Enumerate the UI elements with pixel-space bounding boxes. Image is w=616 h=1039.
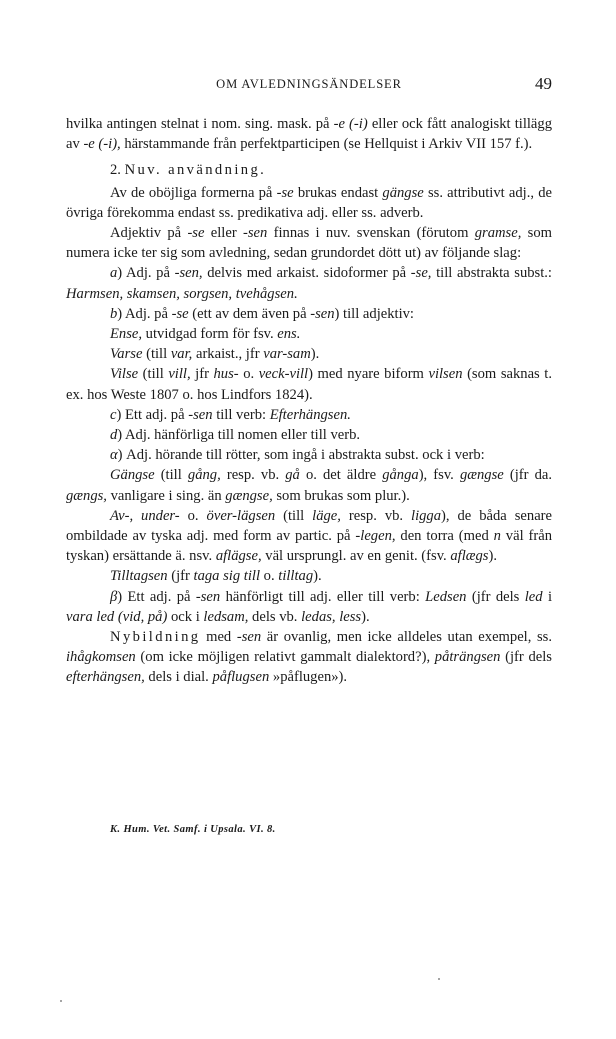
page-number: 49 — [535, 74, 552, 93]
list-item-a: a) Adj. på -sen, delvis med arkaist. sidoformer på -se, till abstrakta subst.: Harmsen, skamsen, sorgsen, tvehågsen. — [66, 265, 552, 302]
italic-run: -e (-i) — [333, 116, 368, 132]
paragraph: Adjektiv på -se eller -sen finnas i nuv. svenskan (förutom gramse, som numera icke ter sig som avledning, sedan grundordet dött ut) av följande slag: — [66, 225, 552, 262]
paragraph-nybildning: Nybildning med -sen är ovanlig, men icke alldeles utan exempel, ss. ihågkomsen (om icke möjligen relativt gammalt dialektord?), påträngsen (jfr dels efterhängsen, dels i dial. påflugsen »påflugen»). — [66, 629, 552, 686]
list-marker: a — [110, 265, 118, 282]
page-header — [66, 74, 552, 96]
entry-lagsen: Av-, under- o. över-lägsen (till läge, resp. vb. ligga), de båda senare ombildade av tyska adj. med form av partic. på -legen, den torra (med n väl från tyskan) ersättande ä. nsv. aflägse, väl ursprungl. av en genit. (fsv. aflægs). — [66, 507, 553, 565]
entry-tilltagsen: Tilltagsen (jfr taga sig till o. tilltag). — [110, 568, 322, 585]
scan-speck — [438, 978, 440, 980]
list-item-b: b) Adj. på -se (ett av dem även på -sen) till adjektiv: — [110, 305, 414, 322]
list-item-c: c) Ett adj. på -sen till verb: Efterhängsen. — [110, 406, 351, 423]
body-text — [66, 114, 552, 688]
section-title: Nuv. användning. — [124, 162, 267, 179]
text-run: hvilka antingen stelnat i nom. sing. mask. på — [66, 116, 334, 132]
scan-speck — [60, 1000, 62, 1002]
list-marker: c — [110, 406, 117, 423]
italic-run: -e (-i), — [83, 136, 121, 153]
entry-vilse: Vilse (till vill, jfr hus- o. veck-vill) med nyare biform vilsen (som saknas t. ex. hos Weste 1807 o. hos Lindfors 1824). — [66, 366, 552, 403]
section-number: 2. — [110, 162, 121, 179]
list-marker: β — [110, 588, 118, 605]
list-marker: b — [110, 305, 118, 322]
section-heading — [66, 160, 552, 180]
entry-gangse: Gängse (till gång, resp. vb. gå o. det äldre gånga), fsv. gængse (jfr da. gængs, vanligare i sing. än gængse, som brukas som plur.). — [66, 467, 552, 504]
running-title: OM AVLEDNINGSÄNDELSER — [216, 77, 402, 91]
text-run: härstammande från perfektparticipen (se Hellquist i Arkiv VII 157 f.). — [120, 136, 533, 153]
signature-footer: K. Hum. Vet. Samf. i Upsala. VI. 8. — [110, 824, 276, 835]
list-marker: d — [110, 427, 118, 444]
list-item-alpha: α) Adj. hörande till rötter, som ingå i abstrakta subst. ock i verb: — [110, 447, 485, 464]
text-run: eller ock fått analogiskt tillägg av — [66, 116, 552, 153]
list-marker: α — [110, 447, 118, 464]
entry-ense: Ense, utvidgad form för fsv. ens. — [110, 326, 301, 343]
paragraph-continuation — [66, 114, 552, 154]
paragraph: Av de oböjliga formerna på -se brukas endast gängse ss. attributivt adj., de övriga förekomma endast ss. predikativa adj. eller ss. adverb. — [66, 184, 553, 221]
entry-varse: Varse (till var, arkaist., jfr var-sam). — [110, 346, 320, 363]
list-item-beta: β) Ett adj. på -sen hänförligt till adj. eller till verb: Ledsen (jfr dels led i vara led (vid, på) ock i ledsam, dels vb. ledas, less). — [66, 588, 552, 625]
list-item-d: d) Adj. hänförliga till nomen eller till verb. — [110, 427, 361, 444]
